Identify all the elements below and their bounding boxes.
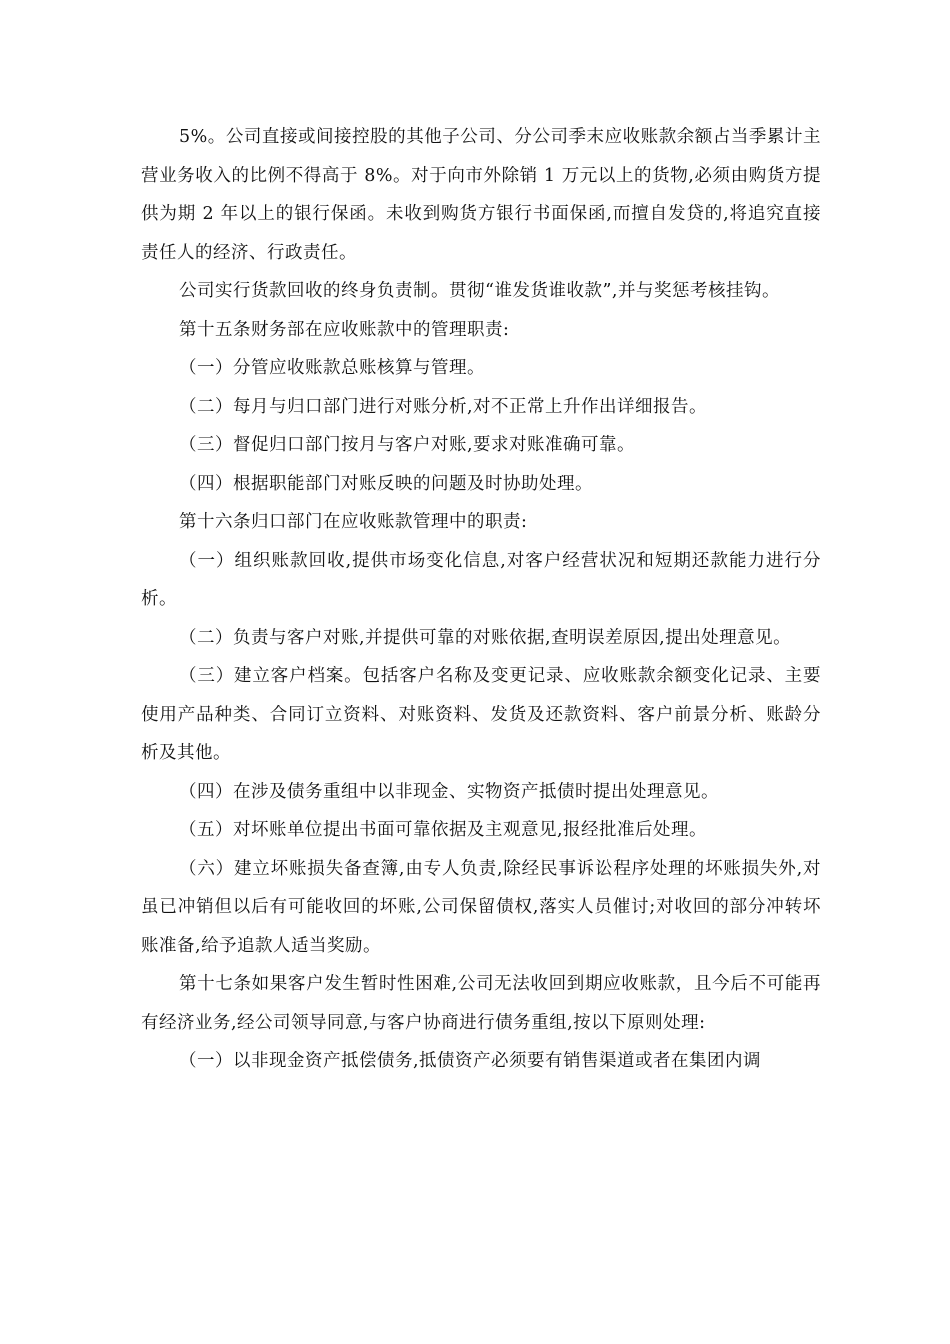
article-17-item-1: （一）以非现金资产抵偿债务,抵债资产必须要有销售渠道或者在集团内调: [179, 1051, 762, 1071]
article-15-heading: 第十五条财务部在应收账款中的管理职责:: [179, 319, 510, 340]
article-15-item-4: （四）根据职能部门对账反映的问题及时协助处理。: [179, 473, 593, 494]
document-body: [141, 118, 821, 1081]
article-16-item-2: （二）负责与客户对账,并提供可靠的对账依据,查明误差原因,提出处理意见。: [179, 627, 792, 648]
article-15-item-2: （二）每月与归口部门进行对账分析,对不正常上升作出详细报告。: [179, 396, 708, 417]
article-17-heading: 第十七条如果客户发生暂时性困难,公司无法收回到期应收账款，且今后不可能再有经济业务,经公司领导同意,与客户协商进行债务重组,按以下原则处理:: [141, 974, 821, 1033]
article-15-item-3: （三）督促归口部门按月与客户对账,要求对账准确可靠。: [179, 435, 636, 455]
paragraph-continuation: 5%。公司直接或间接控股的其他子公司、分公司季末应收账款余额占当季累计主营业务收入的比例不得高于 8%。对于向市外除销 1 万元以上的货物,必须由购货方提供为期 2 年以上的银行保函。未收到购货方银行书面保函,而擅自发贷的,将追究直接责任人的经济、行政责任。: [141, 127, 821, 263]
article-16-item-6: （六）建立坏账损失备查簿,由专人负责,除经民事诉讼程序处理的坏账损失外,对虽已冲销但以后有可能收回的坏账,公司保留债权,落实人员催讨;对收回的部分冲转坏账准备,给予追款人适当奖励。: [141, 858, 821, 956]
article-15-item-1: （一）分管应收账款总账核算与管理。: [179, 358, 485, 378]
article-16-item-4: （四）在涉及债务重组中以非现金、实物资产抵债时提出处理意见。: [179, 781, 719, 802]
article-16-item-5: （五）对坏账单位提出书面可靠依据及主观意见,报经批准后处理。: [179, 820, 708, 840]
article-16-item-1: （一）组织账款回收,提供市场变化信息,对客户经营状况和短期还款能力进行分析。: [141, 550, 821, 609]
paragraph-lifetime-responsibility: 公司实行货款回收的终身负责制。贯彻“谁发货谁收款”,并与奖惩考核挂钩。: [179, 281, 780, 301]
article-16-heading: 第十六条归口部门在应收账款管理中的职责:: [179, 512, 528, 532]
article-16-item-3: （三）建立客户档案。包括客户名称及变更记录、应收账款余额变化记录、主要使用产品种类、合同订立资料、对账资料、发货及还款资料、客户前景分析、账龄分析及其他。: [141, 666, 821, 763]
